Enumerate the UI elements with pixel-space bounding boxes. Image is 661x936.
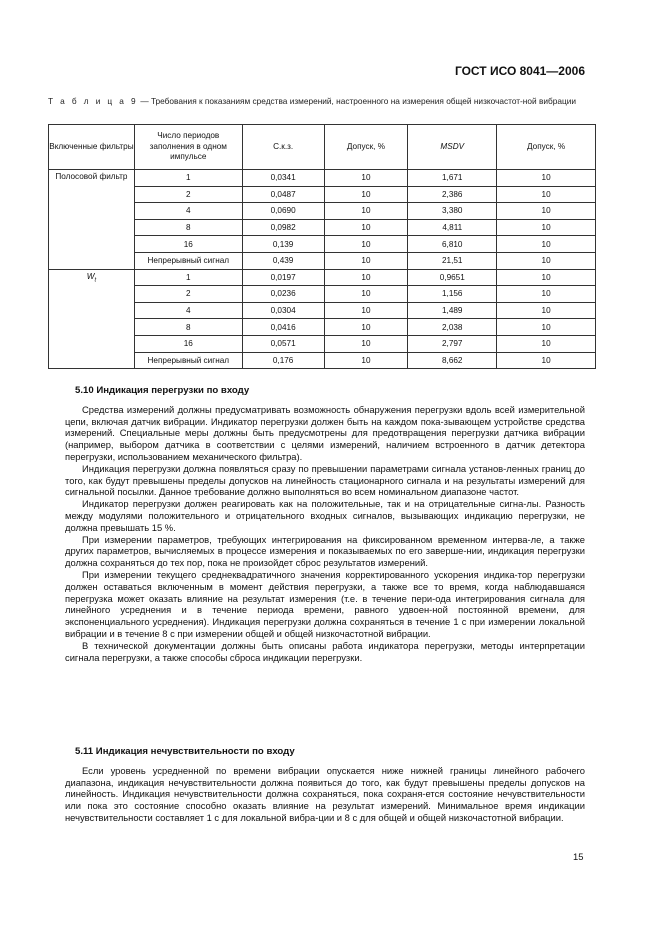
table-cell: 0,176 [242,352,324,369]
table-cell: 0,0416 [242,319,324,336]
weighting-wt-label [86,271,97,284]
table-cell: 4,811 [408,219,497,236]
table-cell: 10 [497,170,596,187]
table-cell: 3,380 [408,203,497,220]
table-caption [48,96,596,107]
table-cell: 16 [134,335,242,352]
table-cell: 10 [324,269,408,286]
table-cell: 0,0304 [242,302,324,319]
section-5-10 [65,385,585,663]
table-cell: Непрерывный сигнал [134,252,242,269]
table-cell: 2 [134,186,242,203]
table-cell: 0,0487 [242,186,324,203]
table-cell: 0,439 [242,252,324,269]
table-header-row [49,125,596,170]
paragraph: Индикатор перегрузки должен реагировать как на положительные, так и на отрицательные сигна-лы. Разность между модулями положительного и отрицательного входных сигналов, вызывающих индикацию перегрузки, не должна превышать 15 %. [65,498,585,533]
weighting-symbol: W [86,271,95,281]
table-cell: 10 [497,269,596,286]
section-heading: 5.11 Индикация нечувствительности по входу [75,746,295,757]
paragraph: При измерении параметров, требующих интегрирования на фиксированном временном интерва-ле, а также других параметров, вычисляемых в процессе измерения и показываемых по его заверше-нии, индикация перегрузки должна сохраняться до тех пор, пока не произойдет сброс результатов измерений. [65,533,585,569]
table-cell: 8 [134,219,242,236]
table-row [49,170,596,187]
table-row [49,269,596,286]
table-cell: 2 [134,286,242,303]
table-cell: 0,0982 [242,219,324,236]
table-cell: 1,156 [408,286,497,303]
paragraph: При измерении текущего среднеквадратичного значения корректированного ускорения индика-тор перегрузки должен оставаться включенным в момент действия перегрузки, а также все то время, когда наблюдавшаяся перегрузка может оказать влияние на результат измерения (т.е. в течение пери-ода интегрирования сигнала для линейного усреднения и в течение периода времени, равного удвоен-ной постоянной времени, для экспоненциального усреднения). Индикация перегрузки должна сохраняться в течение 1 с при измерении локальной вибрации и в течение 8 с при измерении общей и общей низкочастотной вибрации. [65,568,585,639]
table-cell: 10 [497,286,596,303]
table-cell: 10 [497,252,596,269]
filter-group-cell: Полосовой фильтр [49,170,135,270]
table-cell: 6,810 [408,236,497,253]
table-cell: 8,662 [408,352,497,369]
table-cell: 0,0571 [242,335,324,352]
table-cell: 2,386 [408,186,497,203]
table-cell: 10 [497,319,596,336]
column-header: MSDV [408,125,497,170]
table-cell: 10 [324,186,408,203]
table-cell: 0,0197 [242,269,324,286]
table-cell: 10 [324,319,408,336]
paragraph: Средства измерений должны предусматривать возможность обнаружения перегрузки вдоль всей измерительной цепи, включая датчик вибрации. Индикатор перегрузки должен быть на каждом пока-зывающем устройстве средства измерений. Специальные меры должны быть предусмотрены для предотвращения перегрузки датчика вибрации (например, выбором датчика в соответствии с целями измерений, наличием встроенного в датчик детектора перегрузки, использованием механического фильтра). [65,403,585,462]
section-5-11 [65,746,585,824]
column-header: С.к.з. [242,125,324,170]
table-cell: 1,489 [408,302,497,319]
table-cell: 10 [497,219,596,236]
column-header: Допуск, % [497,125,596,170]
table-cell: 10 [324,203,408,220]
weighting-subscript: t [94,277,97,284]
filter-group-cell [49,269,135,369]
section-heading: 5.10 Индикация перегрузки по входу [75,385,250,396]
table-caption-label: Т а б л и ц а 9 [48,96,139,106]
table-cell: 1,671 [408,170,497,187]
table-cell: 10 [324,286,408,303]
table-cell: 1 [134,170,242,187]
column-header: Допуск, % [324,125,408,170]
table-cell: 10 [324,236,408,253]
table-cell: 0,0690 [242,203,324,220]
table-cell: 2,797 [408,335,497,352]
table-cell: 10 [497,352,596,369]
table-cell: 10 [497,302,596,319]
table-cell: 0,0236 [242,286,324,303]
table-cell: 4 [134,203,242,220]
table-cell: 10 [497,335,596,352]
table-cell: 10 [324,170,408,187]
table-cell: 0,9651 [408,269,497,286]
table-caption-text: — Требования к показаниям средства измерений, настроенного на измерения общей низкочастот-ной вибрации [138,96,576,106]
document-code: ГОСТ ИСО 8041—2006 [454,64,585,78]
table-cell: 0,0341 [242,170,324,187]
requirements-table [48,124,596,369]
table-cell: 4 [134,302,242,319]
table-cell: Непрерывный сигнал [134,352,242,369]
table-cell: 21,51 [408,252,497,269]
table-cell: 2,038 [408,319,497,336]
column-header: Число периодов заполнения в одном импульсе [134,125,242,170]
table-cell: 8 [134,319,242,336]
page-number: 15 [573,851,584,862]
table-cell: 10 [497,186,596,203]
table-cell: 10 [324,335,408,352]
table-cell: 10 [324,219,408,236]
table-cell: 1 [134,269,242,286]
table-cell: 10 [324,352,408,369]
paragraph: Если уровень усредненной по времени вибрации опускается ниже нижней границы линейного рабочего диапазона, индикация нечувствительности должна появиться до того, как будут превышены пределы допусков на линейность. Индикация нечувствительности должна сохраняться, пока сохраня-ется состояние нечувствительности или пока это состояние способно оказать влияние на результат измерений. Минимальное время индикации нечувствительности составляет 1 с для локальной вибра-ции и 8 с для общей и общей низкочастотной вибрации. [65,764,585,823]
column-header: Включенные фильтры [49,125,135,170]
table-cell: 10 [324,252,408,269]
paragraph: Индикация перегрузки должна появляться сразу по превышении параметрами сигнала установ-ленных границ до того, как будут превышены пределы допусков на линейность стационарного сигнала и на результаты измерений для сигнальной посылки. Данное требование должно выполняться во всем номинальном диапазоне частот. [65,462,585,498]
table-cell: 10 [497,236,596,253]
table-cell: 10 [497,203,596,220]
table-cell: 0,139 [242,236,324,253]
paragraph: В технической документации должны быть описаны работа индикатора перегрузки, методы интерпретации сигнала перегрузки, а также способы сброса индикации перегрузки. [65,639,585,663]
table-cell: 16 [134,236,242,253]
table-cell: 10 [324,302,408,319]
